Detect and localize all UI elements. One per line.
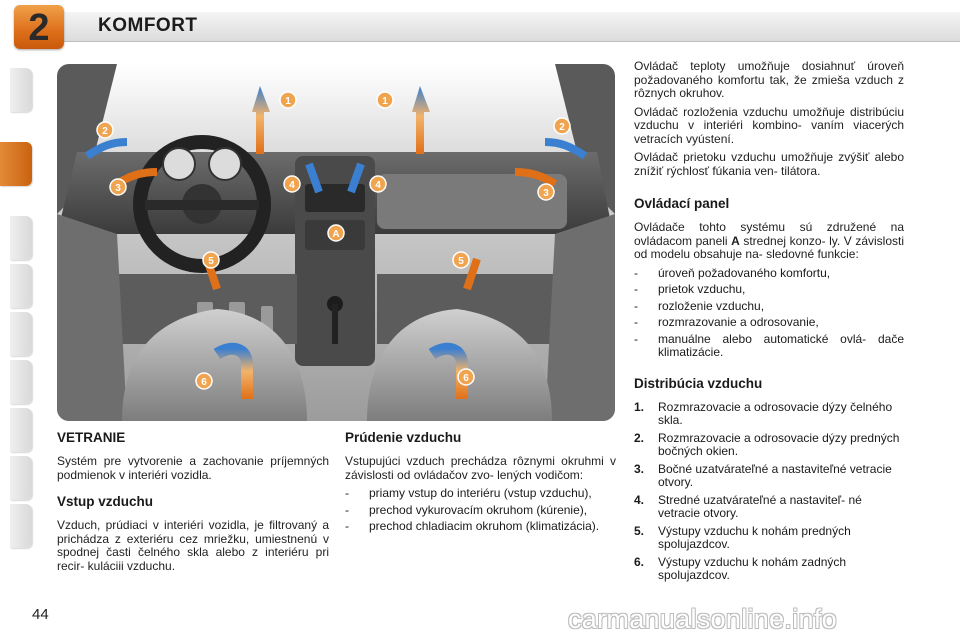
svg-text:1: 1 — [285, 96, 291, 107]
chapter-tab-4[interactable] — [10, 264, 32, 308]
list-item: - rozmrazovanie a odrosovanie, — [634, 315, 819, 329]
gauge-right — [209, 148, 241, 180]
chapter-title: KOMFORT — [98, 15, 198, 36]
list-item: 6. Výstupy vzduchu k nohám zadných spolujazdcov. — [634, 554, 847, 582]
control-panel-text: Ovládače tohto systému sú združené na ovládacom paneli A strednej konzo- ly. V závislosti od modelu obsahuje na- sledovné funkcie: — [634, 220, 904, 261]
list-item: 1. Rozmrazovacie a odrosovacie dýzy čelného skla. — [634, 399, 893, 427]
svg-text:A: A — [332, 229, 340, 240]
svg-text:6: 6 — [463, 373, 469, 384]
svg-text:5: 5 — [458, 256, 464, 267]
svg-text:2: 2 — [559, 122, 565, 133]
chapter-header — [0, 0, 960, 58]
callout-6-right — [458, 369, 474, 385]
page-number: 44 — [32, 606, 49, 623]
list-item: - rozloženie vzduchu, — [634, 298, 765, 313]
callout-a — [328, 225, 344, 241]
control-panel-title: Ovládací panel — [634, 196, 730, 211]
chapter-tab-6[interactable] — [10, 360, 32, 404]
callout-1-left — [280, 92, 296, 108]
control-panel-list — [634, 267, 904, 360]
chapter-tabs — [0, 64, 32, 580]
ventilation-title: VETRANIE — [57, 430, 126, 445]
gear-lever — [332, 304, 338, 344]
callout-6-left — [196, 373, 212, 389]
distribution-control-text: Ovládač rozloženia vzduchu umožňuje distribúciu vzduchu v interiéri kombino- vaním viacerých vetracích vyústení. — [634, 104, 904, 146]
callout-4-left — [284, 176, 300, 192]
list-item: 2. Rozmrazovacie a odrosovacie dýzy predných bočných okien. — [634, 430, 900, 458]
chapter-tab-3[interactable] — [10, 216, 32, 260]
callout-1-right — [377, 92, 393, 108]
chapter-tab-5[interactable] — [10, 312, 32, 356]
svg-text:5: 5 — [208, 256, 214, 267]
callout-5-left — [203, 252, 219, 268]
airflow-section — [345, 430, 616, 537]
ventilation-intro: Systém pre vytvorenie a zachovanie príjemných podmienok v interiéri vozidla. — [57, 454, 329, 482]
list-item: - úroveň požadovaného komfortu, — [634, 265, 831, 280]
callout-2-left — [97, 122, 113, 138]
list-item: - prechod vykurovacím okruhom (kúrenie), — [345, 502, 588, 517]
list-item: - priamy vstup do interiéru (vstup vzduchu), — [345, 486, 592, 500]
air-intake-text: Vzduch, prúdiaci v interiéri vozidla, je filtrovaný a prichádza z exteriéru cez mriežku, umiestnenú v spodnej časti čelného skla alebo z interiéru pri recir- kuláciii vzduchu. — [57, 518, 329, 573]
list-item: - prechod chladiacim okruhom (klimatizácia). — [345, 519, 600, 533]
temperature-control-text: Ovládač teploty umožňuje dosiahnuť úroveň požadovaného komfortu tak, že zmieša vzduch z rôznych okruhov. — [634, 59, 904, 100]
list-item: - manuálne alebo automatické ovlá- dače klimatizácie. — [634, 331, 904, 359]
callout-4-right — [370, 176, 386, 192]
svg-text:2: 2 — [102, 126, 108, 137]
chapter-tab-9[interactable] — [10, 504, 32, 548]
interior-airflow-illustration — [57, 64, 615, 421]
callout-5-right — [453, 252, 469, 268]
svg-text:6: 6 — [201, 377, 207, 388]
left-door — [57, 214, 127, 421]
air-intake-title: Vstup vzduchu — [57, 494, 154, 509]
svg-text:4: 4 — [375, 180, 381, 191]
air-distribution-list — [634, 401, 904, 583]
svg-text:3: 3 — [543, 188, 549, 199]
gauge-left — [163, 148, 195, 180]
glovebox — [377, 174, 567, 229]
air-distribution-title: Distribúcia vzduchu — [634, 375, 763, 391]
list-item: 5. Výstupy vzduchu k nohám predných spolujazdcov. — [634, 523, 851, 551]
airflow-intro: Vstupujúci vzduch prechádza rôznymi okruhmi v závislosti od ovládačov zvo- lených vodičom: — [345, 454, 616, 482]
header-stripe — [64, 12, 960, 42]
chapter-tab-7[interactable] — [10, 408, 32, 452]
svg-text:1: 1 — [382, 96, 388, 107]
svg-text:3: 3 — [115, 183, 121, 194]
chapter-badge — [14, 5, 64, 49]
right-door — [545, 214, 615, 421]
windshield — [75, 64, 597, 154]
chapter-tab-2-active[interactable] — [0, 142, 32, 186]
list-item: 3. Bočné uzatvárateľné a nastaviteľné vetracie otvory. — [634, 461, 892, 489]
svg-text:4: 4 — [289, 180, 295, 191]
flow-control-text: Ovládač prietoku vzduchu umožňuje zvýšiť alebo znížiť rýchlosť fúkania ven- tilátora. — [634, 150, 904, 178]
steering-spoke — [145, 200, 259, 210]
list-item: 4. Stredné uzatvárateľné a nastaviteľ- né vetracie otvory. — [634, 492, 862, 520]
airflow-list — [345, 487, 616, 534]
callout-3-right — [538, 184, 554, 200]
list-item: - prietok vzduchu, — [634, 282, 746, 296]
chapter-tab-8[interactable] — [10, 456, 32, 500]
callout-2-right — [554, 118, 570, 134]
airflow-title: Prúdenie vzduchu — [345, 430, 462, 445]
ventilation-section — [57, 430, 329, 578]
chapter-number: 2 — [28, 7, 50, 49]
callout-3-left — [110, 179, 126, 195]
chapter-tab-1[interactable] — [10, 68, 32, 112]
watermark: carmanualsonline.info — [568, 604, 837, 634]
controls-section — [634, 60, 904, 587]
